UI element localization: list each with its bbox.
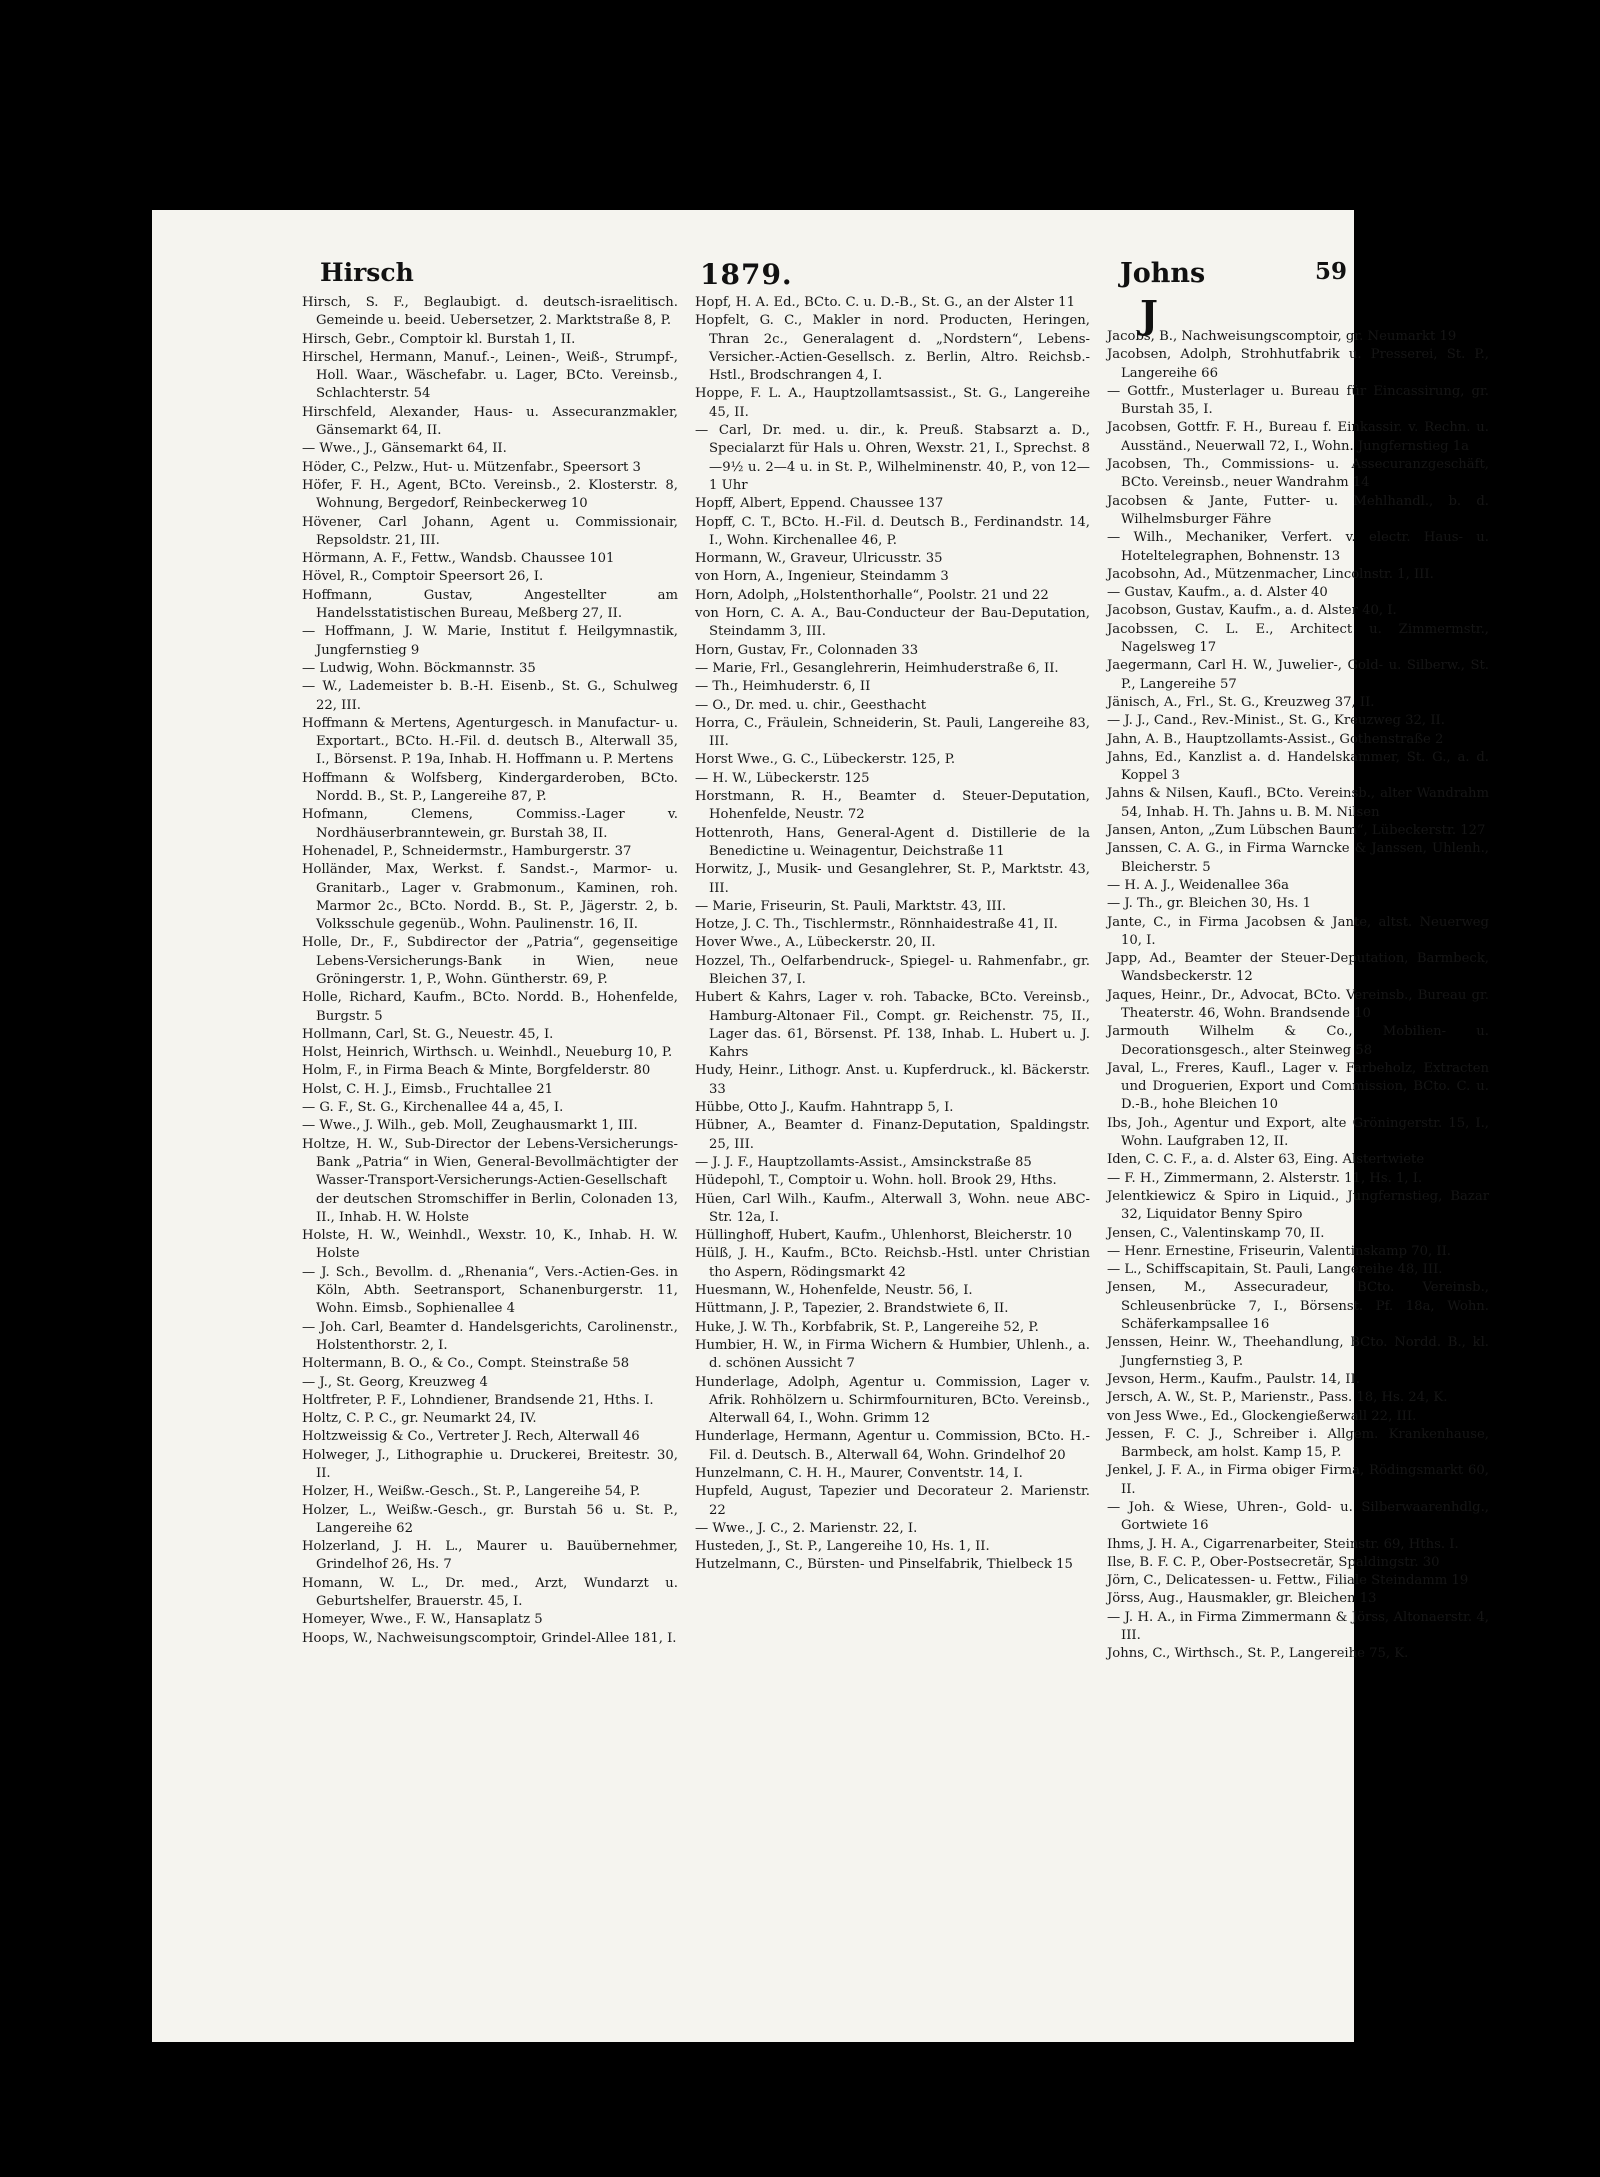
directory-entry: Hövener, Carl Johann, Agent u. Commissionair, Repsoldstr. 21, III. — [302, 514, 678, 548]
directory-page — [152, 210, 1489, 2042]
directory-entry: Hubert & Kahrs, Lager v. roh. Tabacke, BCto. Vereinsb., Hamburg-Altonaer Fil., Compt. gr. Reichenstr. 75, II., Lager das. 61, Börsenst. Pf. 138, Inhab. L. Hubert u. J. Kahrs — [695, 990, 1090, 1061]
directory-entry: Jessen, F. C. J., Schreiber i. Allgem. Krankenhause, Barmbeck, am holst. Kamp 15, P. — [1107, 1426, 1489, 1461]
directory-entry: — Marie, Frl., Gesanglehrerin, Heimhuderstraße 6, II. — [695, 660, 1059, 676]
directory-entry: Jansen, Anton, „Zum Lübschen Baum“, Lübeckerstr. 127 — [1107, 823, 1486, 839]
directory-entry: Jevson, Herm., Kaufm., Paulstr. 14, II. — [1107, 1371, 1360, 1387]
directory-entry: Jelentkiewicz & Spiro in Liquid., Jungfernstieg, Bazar 32, Liquidator Benny Spiro — [1107, 1188, 1489, 1223]
section-letter: J — [1140, 292, 1158, 337]
directory-entry: Homann, W. L., Dr. med., Arzt, Wundarzt u. Geburtshelfer, Brauerstr. 45, I. — [302, 1575, 678, 1610]
directory-entry: — L., Schiffscapitain, St. Pauli, Langereihe 48, III. — [1107, 1262, 1443, 1278]
directory-entry: Holle, Dr., F., Subdirector der „Patria“, gegenseitige Lebens-Versicherungs-Bank in Wien, neue Gröningerstr. 1, P., Wohn. Güntherstr. 69, P. — [302, 935, 678, 987]
directory-entry: Ihms, J. H. A., Cigarrenarbeiter, Steinstr. 69, Hths. I. — [1107, 1536, 1459, 1552]
directory-entry: — J. H. A., in Firma Zimmermann & Jörss, Altonaerstr. 4, III. — [1107, 1609, 1489, 1644]
directory-entry: Holst, C. H. J., Eimsb., Fruchtallee 21 — [302, 1081, 553, 1097]
directory-entry: Hübner, A., Beamter d. Finanz-Deputation, Spaldingstr. 25, III. — [695, 1118, 1090, 1152]
directory-entry: — F. H., Zimmermann, 2. Alsterstr. 11, Hs. 1, I. — [1107, 1170, 1423, 1186]
directory-entry: — J. J., Cand., Rev.-Minist., St. G., Kreuzweg 32, II. — [1107, 713, 1445, 729]
directory-entry: Jacobsen, Adolph, Strohhutfabrik u. Presserei, St. P., Langereihe 66 — [1107, 347, 1489, 381]
directory-entry: — H. W., Lübeckerstr. 125 — [695, 770, 870, 786]
directory-entry: Holle, Richard, Kaufm., BCto. Nordd. B., Hohenfelde, Burgstr. 5 — [302, 990, 678, 1024]
directory-entry: Hohenadel, P., Schneidermstr., Hamburgerstr. 37 — [302, 843, 632, 859]
directory-entry: Hoffmann, Gustav, Angestellter am Handelsstatistischen Bureau, Meßberg 27, II. — [302, 587, 678, 622]
directory-entry: Husteden, J., St. P., Langereihe 10, Hs. 1, II. — [695, 1539, 990, 1555]
directory-entry: Hirsch, Gebr., Comptoir kl. Burstah 1, II. — [302, 331, 576, 347]
directory-entry: Jacobsen, Gottfr. F. H., Bureau f. Einkassir. v. Rechn. u. Ausständ., Neuerwall 72, I., Wohn. Jungfernstieg 1a — [1107, 420, 1489, 454]
directory-entry: Jacobsen & Jante, Futter- u. Mehlhandl., b. d. Wilhelmsburger Fähre — [1107, 493, 1489, 527]
directory-entry: Holtze, H. W., Sub-Director der Lebens-Versicherungs-Bank „Patria“ in Wien, General-Bevollmächtigter der Wasser-Transport-Versicherungs-Actien-Gesellschaft der deutschen Stromschiffer in Berlin, Colonaden 13, II., Inhab. H. W. Holste — [302, 1136, 678, 1225]
directory-entry: Hoffmann & Mertens, Agenturgesch. in Manufactur- u. Exportart., BCto. H.-Fil. d. deutsch B., Alterwall 35, I., Börsenst. P. 19a, Inhab. H. Hoffmann u. P. Mertens — [302, 715, 678, 768]
directory-entry: — Th., Heimhuderstr. 6, II — [695, 679, 871, 695]
directory-entry: — Henr. Ernestine, Friseurin, Valentinskamp 70, II. — [1107, 1243, 1451, 1259]
directory-entry: — Gustav, Kaufm., a. d. Alster 40 — [1107, 585, 1328, 601]
directory-entry: Holtermann, B. O., & Co., Compt. Steinstraße 58 — [302, 1356, 630, 1372]
directory-entry: Hoppe, F. L. A., Hauptzollamtsassist., St. G., Langereihe 45, II. — [695, 386, 1090, 420]
directory-entry: Hirschel, Hermann, Manuf.-, Leinen-, Weiß-, Strumpf-, Holl. Waar., Wäschefabr. u. Lager, BCto. Vereinsb., Schlachterstr. 54 — [302, 349, 678, 402]
directory-entry: Hoffmann & Wolfsberg, Kindergarderoben, BCto. Nordd. B., St. P., Langereihe 87, P. — [302, 770, 678, 805]
directory-entry: — Joh. Carl, Beamter d. Handelsgerichts, Carolinenstr., Holstenthorstr. 2, I. — [302, 1319, 678, 1353]
directory-entry: — Carl, Dr. med. u. dir., k. Preuß. Stabsarzt a. D., Specialarzt für Hals u. Ohren, Wexstr. 21, I., Sprechst. 8—9½ u. 2—4 u. in St. P., Wilhelminenstr. 40, P., von 12—1 Uhr — [695, 423, 1090, 493]
directory-entry: Holst, Heinrich, Wirthsch. u. Weinhdl., Neueburg 10, P. — [302, 1045, 673, 1061]
directory-entry: Hübbe, Otto J., Kaufm. Hahntrapp 5, I. — [695, 1100, 954, 1116]
directory-entry: — J. Th., gr. Bleichen 30, Hs. 1 — [1107, 896, 1312, 912]
directory-entry: Holste, H. W., Weinhdl., Wexstr. 10, K., Inhab. H. W. Holste — [302, 1228, 678, 1262]
directory-entry: Holländer, Max, Werkst. f. Sandst.-, Marmor- u. Granitarb., Lager v. Grabmonum., Kaminen, roh. Marmor 2c., BCto. Nordd. B., St. P., Jägerstr. 2, b. Volksschule gegenüb., Wohn. Paulinenstr. 16, II. — [302, 862, 678, 933]
directory-entry: Horn, Adolph, „Holstenthorhalle“, Poolstr. 21 und 22 — [695, 587, 1049, 603]
directory-entry: Huesmann, W., Hohenfelde, Neustr. 56, I. — [695, 1283, 973, 1299]
directory-entry: von Jess Wwe., Ed., Glockengießerwall 22, III. — [1107, 1408, 1417, 1424]
directory-entry: Hopff, Albert, Eppend. Chaussee 137 — [695, 496, 944, 512]
directory-entry: Horn, Gustav, Fr., Colonnaden 33 — [695, 642, 919, 658]
directory-entry: Jante, C., in Firma Jacobsen & Jante, altst. Neuerweg 10, I. — [1107, 914, 1489, 948]
directory-entry: Holm, F., in Firma Beach & Minte, Borgfelderstr. 80 — [302, 1063, 651, 1079]
directory-entry: Horst Wwe., G. C., Lübeckerstr. 125, P. — [695, 752, 956, 768]
directory-entry: Jahns, Ed., Kanzlist a. d. Handelskammer, St. G., a. d. Koppel 3 — [1107, 749, 1489, 784]
directory-entry: Hüdepohl, T., Comptoir u. Wohn. holl. Brook 29, Hths. — [695, 1173, 1057, 1189]
directory-entry: Jahn, A. B., Hauptzollamts-Assist., Gothenstraße 2 — [1107, 731, 1444, 747]
directory-entry: — Wilh., Mechaniker, Verfert. v. electr. Haus- u. Hoteltelegraphen, Bohnenstr. 13 — [1107, 530, 1489, 564]
directory-entry: Jacobson, Gustav, Kaufm., a. d. Alster 40, I. — [1107, 603, 1397, 619]
directory-entry: — J. Sch., Bevollm. d. „Rhenania“, Vers.-Actien-Ges. in Köln, Abth. Seetransport, Schanenburgerstr. 11, Wohn. Eimsb., Sophienallee 4 — [302, 1264, 678, 1317]
directory-entry: Höfer, F. H., Agent, BCto. Vereinsb., 2. Klosterstr. 8, Wohnung, Bergedorf, Reinbeckerweg 10 — [302, 477, 678, 512]
directory-entry: Hörmann, A. F., Fettw., Wandsb. Chaussee 101 — [302, 551, 615, 567]
directory-entry: — J., St. Georg, Kreuzweg 4 — [302, 1374, 488, 1390]
directory-entry: — Joh. & Wiese, Uhren-, Gold- u. Silberwaarenhdlg., Gortwiete 16 — [1107, 1500, 1489, 1534]
page-number: 59 — [1315, 258, 1348, 285]
header-year: 1879. — [700, 258, 793, 291]
directory-entry: — J. J. F., Hauptzollamts-Assist., Amsinckstraße 85 — [695, 1154, 1032, 1170]
directory-entry: Holzer, L., Weißw.-Gesch., gr. Burstah 56 u. St. P., Langereihe 62 — [302, 1502, 678, 1536]
directory-entry: Jahns & Nilsen, Kaufl., BCto. Vereinsb., alter Wandrahm 54, Inhab. H. Th. Jahns u. B. M. Nilsen — [1107, 786, 1489, 820]
directory-entry: Hirschfeld, Alexander, Haus- u. Assecuranzmakler, Gänsemarkt 64, II. — [302, 404, 678, 439]
directory-entry: Jacobsohn, Ad., Mützenmacher, Lincolnstr. 1, III. — [1107, 566, 1434, 582]
header-left-catchword: Hirsch — [320, 258, 414, 287]
directory-entry: Hirsch, S. F., Beglaubigt. d. deutsch-israelitisch. Gemeinde u. beeid. Uebersetzer, 2. Marktstraße 8, P. — [302, 295, 678, 329]
directory-entry: Janssen, C. A. G., in Firma Warncke & Janssen, Uhlenh., Bleicherstr. 5 — [1107, 841, 1489, 875]
directory-entry: Hunzelmann, C. H. H., Maurer, Conventstr. 14, I. — [695, 1466, 1023, 1481]
directory-entry: Hover Wwe., A., Lübeckerstr. 20, II. — [695, 935, 936, 951]
directory-entry: — Wwe., J. C., 2. Marienstr. 22, I. — [695, 1520, 918, 1536]
directory-entry: Hunderlage, Hermann, Agentur u. Commission, BCto. H.-Fil. d. Deutsch. B., Alterwall 64, Wohn. Grindelhof 20 — [695, 1429, 1090, 1463]
directory-entry: Hoops, W., Nachweisungscomptoir, Grindel-Allee 181, I. — [302, 1630, 677, 1646]
directory-entry: Javal, L., Freres, Kaufl., Lager v. Farbeholz, Extracten und Droguerien, Export und Commission, BCto. C. u. D.-B., hohe Bleichen 10 — [1107, 1060, 1489, 1113]
directory-entry: Hollmann, Carl, St. G., Neuestr. 45, I. — [302, 1026, 554, 1042]
directory-entry: Horra, C., Fräulein, Schneiderin, St. Pauli, Langereihe 83, III. — [695, 715, 1090, 750]
directory-entry: Horwitz, J., Musik- und Gesanglehrer, St. P., Marktstr. 43, III. — [695, 862, 1090, 896]
directory-entry: Holzerland, J. H. L., Maurer u. Bauübernehmer, Grindelhof 26, Hs. 7 — [302, 1539, 678, 1573]
column-right — [1107, 328, 1489, 1664]
directory-entry: Jacobs, B., Nachweisungscomptoir, gr. Neumarkt 19 — [1107, 329, 1457, 344]
directory-entry: — Wwe., J., Gänsemarkt 64, II. — [302, 441, 507, 457]
directory-entry: Hüllinghoff, Hubert, Kaufm., Uhlenhorst, Bleicherstr. 10 — [695, 1228, 1073, 1244]
directory-entry: Jenkel, J. F. A., in Firma obiger Firma, Rödingsmarkt 60, II. — [1107, 1463, 1489, 1497]
directory-entry: Hunderlage, Adolph, Agentur u. Commission, Lager v. Afrik. Rohhölzern u. Schirmfournituren, BCto. Vereinsb., Alterwall 64, I., Wohn. Grimm 12 — [695, 1374, 1090, 1427]
directory-entry: Holtzweissig & Co., Vertreter J. Rech, Alterwall 46 — [302, 1429, 640, 1445]
directory-entry: Holtfreter, P. F., Lohndiener, Brandsende 21, Hths. I. — [302, 1392, 654, 1408]
directory-entry: Hüen, Carl Wilh., Kaufm., Alterwall 3, Wohn. neue ABC-Str. 12a, I. — [695, 1191, 1090, 1225]
directory-entry: Jörss, Aug., Hausmakler, gr. Bleichen 13 — [1107, 1591, 1377, 1607]
directory-entry: — Ludwig, Wohn. Böckmannstr. 35 — [302, 660, 536, 676]
directory-entry: Holzer, H., Weißw.-Gesch., St. P., Langereihe 54, P. — [302, 1484, 641, 1500]
directory-entry: Hüttmann, J. P., Tapezier, 2. Brandstwiete 6, II. — [695, 1301, 1009, 1317]
directory-entry: Iden, C. C. F., a. d. Alster 63, Eing. Alstertwiete — [1107, 1152, 1425, 1168]
directory-entry: Humbier, H. W., in Firma Wichern & Humbier, Uhlenh., a. d. schönen Aussicht 7 — [695, 1337, 1090, 1372]
directory-entry: Hutzelmann, C., Bürsten- und Pinselfabrik, Thielbeck 15 — [695, 1557, 1073, 1573]
directory-entry: Hülß, J. H., Kaufm., BCto. Reichsb.-Hstl. unter Christian tho Aspern, Rödingsmarkt 42 — [695, 1246, 1090, 1280]
directory-entry: Jarmouth Wilhelm & Co., Mobilien- u. Decorationsgesch., alter Steinweg 58 — [1107, 1024, 1489, 1058]
directory-entry: Jacobssen, C. L. E., Architect u. Zimmermstr., Nagelsweg 17 — [1107, 621, 1489, 656]
directory-entry: — Wwe., J. Wilh., geb. Moll, Zeughausmarkt 1, III. — [302, 1118, 638, 1134]
directory-entry: Jersch, A. W., St. P., Marienstr., Pass. 18, Hs. 24, K. — [1107, 1390, 1448, 1406]
directory-entry: Hozzel, Th., Oelfarbendruck-, Spiegel- u. Rahmenfabr., gr. Bleichen 37, I. — [695, 953, 1090, 987]
directory-entry: von Horn, C. A. A., Bau-Conducteur der Bau-Deputation, Steindamm 3, III. — [695, 606, 1090, 640]
directory-entry: Hofmann, Clemens, Commiss.-Lager v. Nordhäuserbranntewein, gr. Burstah 38, II. — [302, 807, 678, 841]
directory-entry: Holtz, C. P. C., gr. Neumarkt 24, IV. — [302, 1411, 537, 1427]
directory-entry: Horstmann, R. H., Beamter d. Steuer-Deputation, Hohenfelde, Neustr. 72 — [695, 789, 1090, 823]
directory-entry: Hopf, H. A. Ed., BCto. C. u. D.-B., St. G., an der Alster 11 — [695, 295, 1075, 310]
directory-entry: Jenssen, Heinr. W., Theehandlung, BCto. Nordd. B., kl. Jungfernstieg 3, P. — [1107, 1335, 1489, 1369]
directory-entry: Holweger, J., Lithographie u. Druckerei, Breitestr. 30, II. — [302, 1447, 678, 1481]
directory-entry: Huke, J. W. Th., Korbfabrik, St. P., Langereihe 52, P. — [695, 1319, 1039, 1335]
directory-entry: von Horn, A., Ingenieur, Steindamm 3 — [695, 569, 949, 585]
directory-entry: Hudy, Heinr., Lithogr. Anst. u. Kupferdruck., kl. Bäckerstr. 33 — [695, 1063, 1090, 1097]
directory-entry: Hövel, R., Comptoir Speersort 26, I. — [302, 569, 544, 585]
directory-entry: — Hoffmann, J. W. Marie, Institut f. Heilgymnastik, Jungfernstieg 9 — [302, 624, 678, 658]
directory-entry: Japp, Ad., Beamter der Steuer-Deputation, Barmbeck, Wandsbeckerstr. 12 — [1107, 951, 1489, 985]
directory-entry: Jörn, C., Delicatessen- u. Fettw., Filiale Steindamm 19 — [1107, 1573, 1469, 1589]
directory-entry: Hotze, J. C. Th., Tischlermstr., Rönnhaidestraße 41, II. — [695, 917, 1058, 933]
directory-entry: Jaegermann, Carl H. W., Juwelier-, Gold- u. Silberw., St. P., Langereihe 57 — [1107, 658, 1489, 692]
directory-entry: Homeyer, Wwe., F. W., Hansaplatz 5 — [302, 1612, 543, 1628]
directory-entry: Jacobsen, Th., Commissions- u. Assecuranzgeschäft, BCto. Vereinsb., neuer Wandrahm 14 — [1107, 457, 1489, 491]
directory-entry: — H. A. J., Weidenallee 36a — [1107, 877, 1289, 893]
directory-entry: Jensen, M., Assecuradeur, BCto. Vereinsb., Schleusenbrücke 7, I., Börsenst. Pf. 18a, Wohn. Schäferkampsallee 16 — [1107, 1280, 1489, 1333]
directory-entry: Jensen, C., Valentinskamp 70, II. — [1107, 1225, 1325, 1241]
directory-entry: Hopfelt, G. C., Makler in nord. Producten, Heringen, Thran 2c., Generalagent d. „Nordstern“, Lebens-Versicher.-Actien-Gesellsch. z. Berlin, Altro. Reichsb.-Hstl., Brodschrangen 4, I. — [695, 313, 1090, 384]
directory-entry: — Gottfr., Musterlager u. Bureau für Eincassirung, gr. Burstah 35, I. — [1107, 383, 1489, 418]
directory-entry: Johns, C., Wirthsch., St. P., Langereihe 75, K. — [1107, 1646, 1409, 1662]
directory-entry: Hormann, W., Graveur, Ulricusstr. 35 — [695, 551, 943, 567]
directory-entry: Ilse, B. F. C. P., Ober-Postsecretär, Spaldingstr. 30 — [1107, 1554, 1440, 1570]
directory-entry: Hottenroth, Hans, General-Agent d. Distillerie de la Benedictine u. Weinagentur, Deichstraße 11 — [695, 825, 1090, 859]
directory-entry: — Marie, Friseurin, St. Pauli, Marktstr. 43, III. — [695, 898, 1007, 914]
directory-entry: Hopff, C. T., BCto. H.-Fil. d. Deutsch B., Ferdinandstr. 14, I., Wohn. Kirchenallee 46, P. — [695, 514, 1090, 548]
directory-entry: — W., Lademeister b. B.-H. Eisenb., St. G., Schulweg 22, III. — [302, 679, 678, 713]
directory-entry: Höder, C., Pelzw., Hut- u. Mützenfabr., Speersort 3 — [302, 459, 641, 475]
directory-entry: — O., Dr. med. u. chir., Geesthacht — [695, 697, 927, 713]
column-middle — [695, 294, 1090, 1575]
column-left — [302, 294, 678, 1648]
header-right-catchword: Johns — [1120, 258, 1206, 289]
directory-entry: Ibs, Joh., Agentur und Export, alte Gröningerstr. 15, I., Wohn. Laufgraben 12, II. — [1107, 1115, 1489, 1150]
directory-entry: Jänisch, A., Frl., St. G., Kreuzweg 37, II. — [1107, 694, 1375, 710]
directory-entry: — G. F., St. G., Kirchenallee 44 a, 45, I. — [302, 1100, 564, 1116]
directory-entry: Hupfeld, August, Tapezier und Decorateur 2. Marienstr. 22 — [695, 1484, 1090, 1518]
directory-entry: Jaques, Heinr., Dr., Advocat, BCto. Vereinsb., Bureau gr. Theaterstr. 46, Wohn. Brandsende 10 — [1107, 987, 1489, 1021]
